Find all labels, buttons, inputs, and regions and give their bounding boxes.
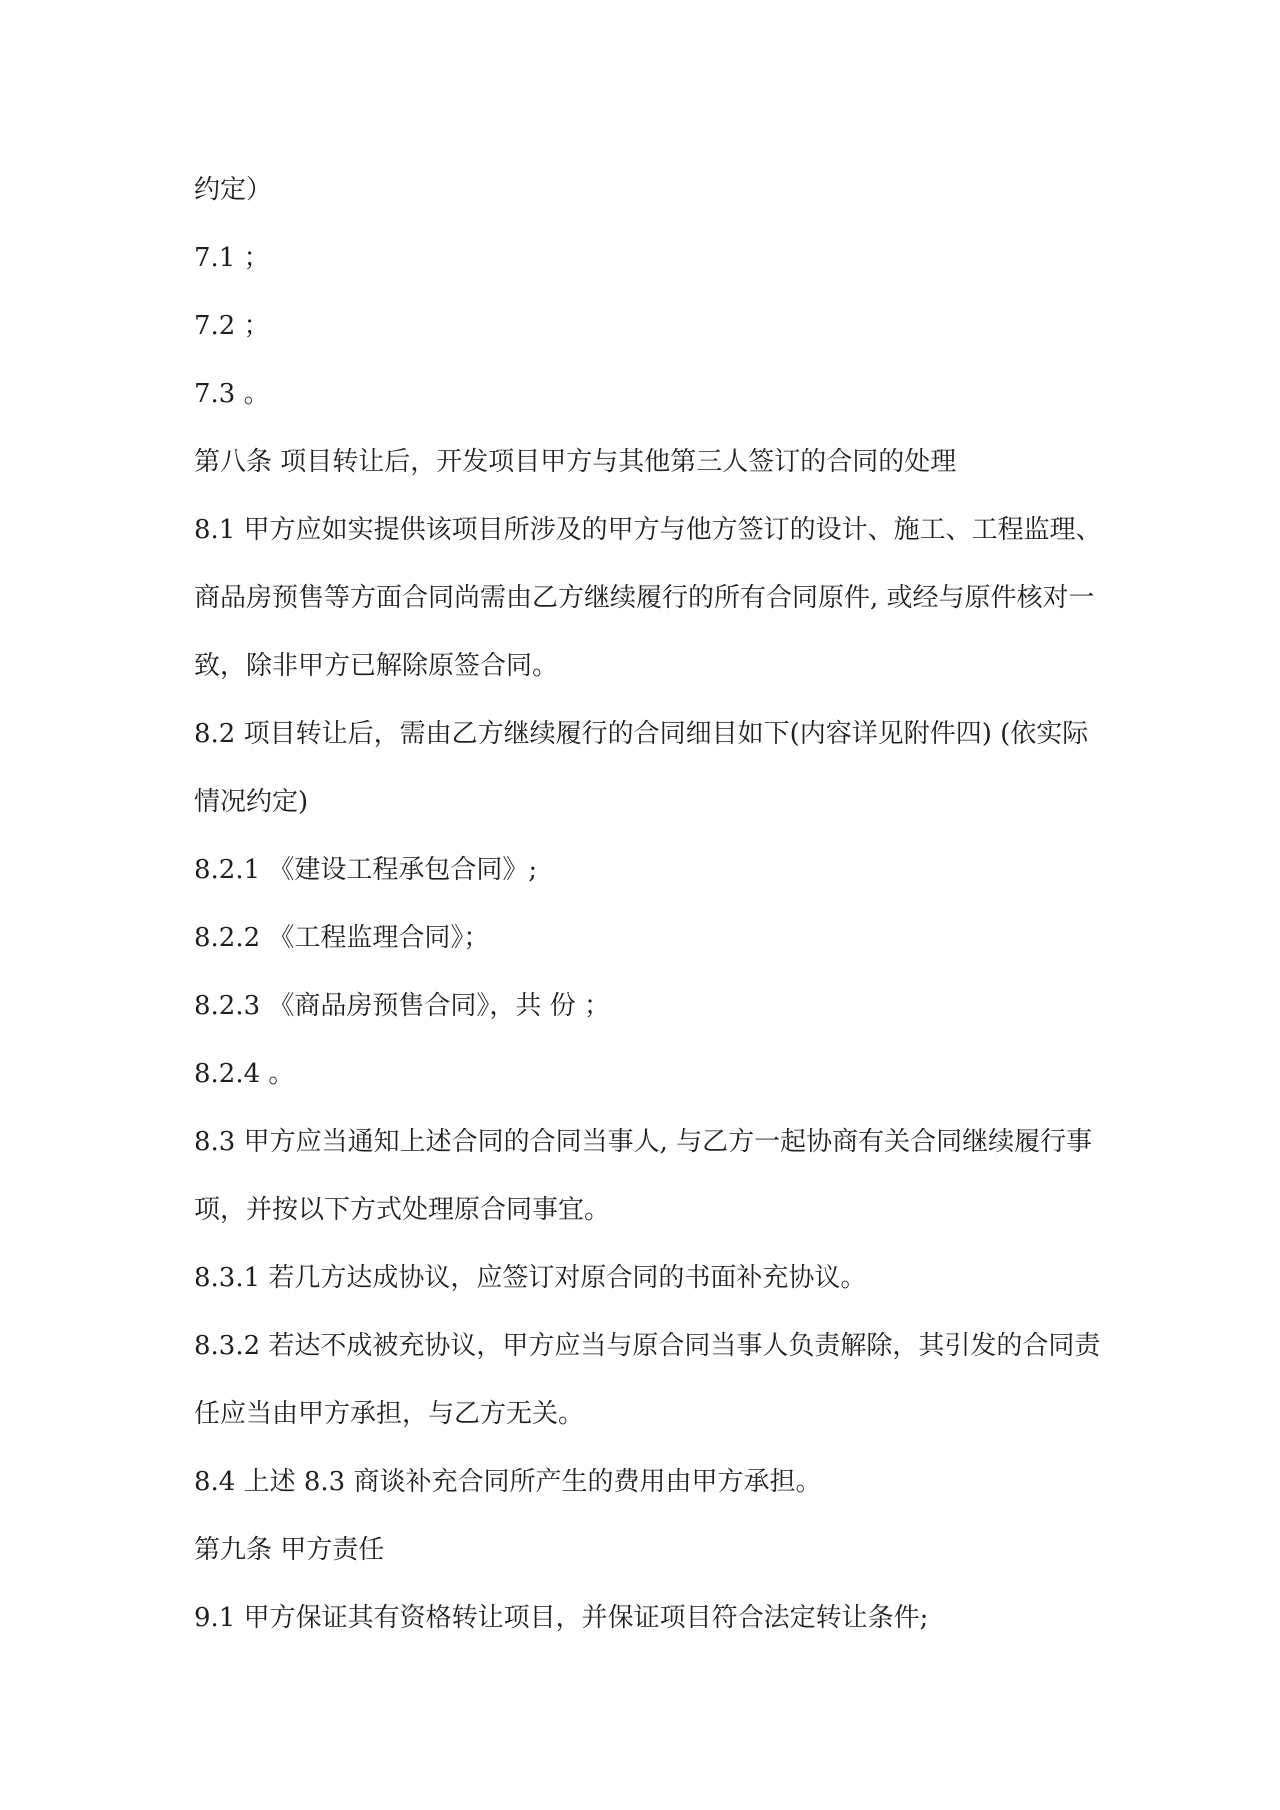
text-line: 7.2 ；: [194, 311, 270, 341]
text-line: 致，除非甲方已解除原签合同。: [194, 651, 559, 681]
text-line: 8.4 上述 8.3 商谈补充合同所产生的费用由甲方承担。: [194, 1467, 822, 1497]
text-line: 任应当由甲方承担，与乙方无关。: [194, 1399, 585, 1429]
text-line: 8.2.4 。: [194, 1059, 295, 1089]
text-line: 8.3.2 若达不成被充协议，甲方应当与原合同当事人负责解除，其引发的合同责: [194, 1331, 1101, 1361]
text-line: 7.1 ；: [194, 243, 270, 273]
text-line: 情况约定): [194, 787, 309, 817]
text-line: 9.1 甲方保证其有资格转让项目，并保证项目符合法定转让条件;: [194, 1603, 929, 1633]
text-line: 7.3 。: [194, 379, 270, 409]
text-line: 约定）: [194, 175, 273, 205]
text-line: 8.1 甲方应如实提供该项目所涉及的甲方与他方签订的设计、施工、工程监理、: [194, 515, 1102, 545]
section-heading: 第九条 甲方责任: [194, 1535, 385, 1565]
text-line: 8.2 项目转让后，需由乙方继续履行的合同细目如下(内容详见附件四) (依实际: [194, 719, 1089, 749]
text-line: 项，并按以下方式处理原合同事宜。: [194, 1195, 611, 1225]
text-line: 8.2.3 《商品房预售合同》，共 份 ；: [194, 991, 610, 1021]
section-heading: 第八条 项目转让后，开发项目甲方与其他第三人签订的合同的处理: [194, 447, 957, 477]
text-line: 8.3.1 若几方达成协议，应签订对原合同的书面补充协议。: [194, 1263, 867, 1293]
text-line: 商品房预售等方面合同尚需由乙方继续履行的所有合同原件, 或经与原件核对一: [194, 583, 1095, 613]
text-line: 8.3 甲方应当通知上述合同的合同当事人, 与乙方一起协商有关合同继续履行事: [194, 1127, 1093, 1157]
text-line: 8.2.1 《建设工程承包合同》;: [194, 855, 538, 885]
text-line: 8.2.2 《工程监理合同》；: [194, 923, 490, 953]
